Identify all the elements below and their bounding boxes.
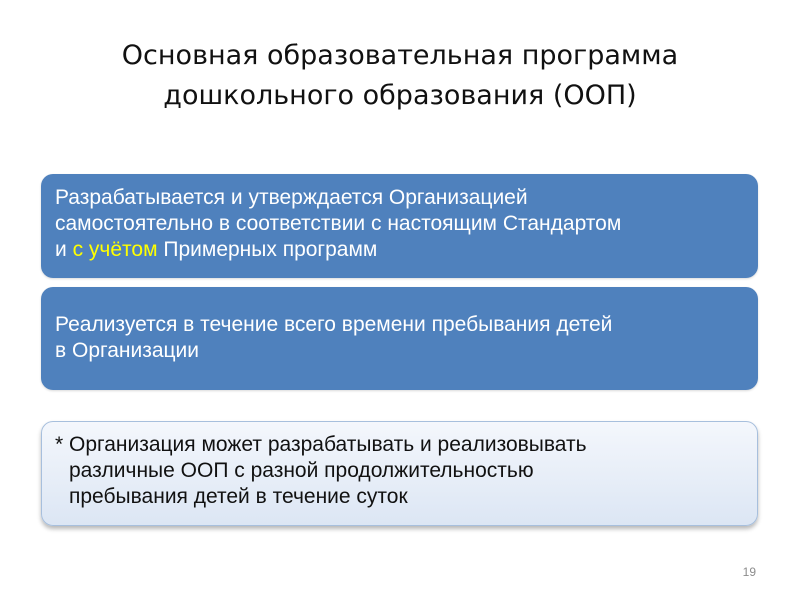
note-line-2: различные ООП с разной продолжительностью bbox=[69, 459, 534, 482]
development-box-line-3-prefix: и bbox=[55, 238, 73, 261]
slide-title-line-2: дошкольного образования (ООП) bbox=[163, 80, 637, 111]
note-line-1: * Организация может разрабатывать и реализовывать bbox=[55, 433, 587, 456]
note-line-3: пребывания детей в течение суток bbox=[69, 485, 408, 508]
implementation-box bbox=[41, 287, 758, 390]
slide-title bbox=[60, 36, 740, 116]
development-box-line-1: Разрабатывается и утверждается Организацией bbox=[55, 186, 528, 209]
development-box bbox=[41, 174, 758, 278]
note-box bbox=[41, 421, 758, 526]
development-box-line-3-suffix: Примерных программ bbox=[157, 238, 378, 261]
highlighted-text: с учётом bbox=[72, 238, 158, 261]
page-number: 19 bbox=[742, 565, 756, 579]
implementation-box-line-2: в Организации bbox=[55, 339, 200, 362]
development-box-line-2: самостоятельно в соответствии с настоящим Стандартом bbox=[55, 212, 622, 235]
development-box-line-3 bbox=[55, 237, 748, 263]
implementation-box-line-1: Реализуется в течение всего времени пребывания детей bbox=[55, 313, 613, 336]
slide-title-line-1: Основная образовательная программа bbox=[121, 40, 679, 71]
